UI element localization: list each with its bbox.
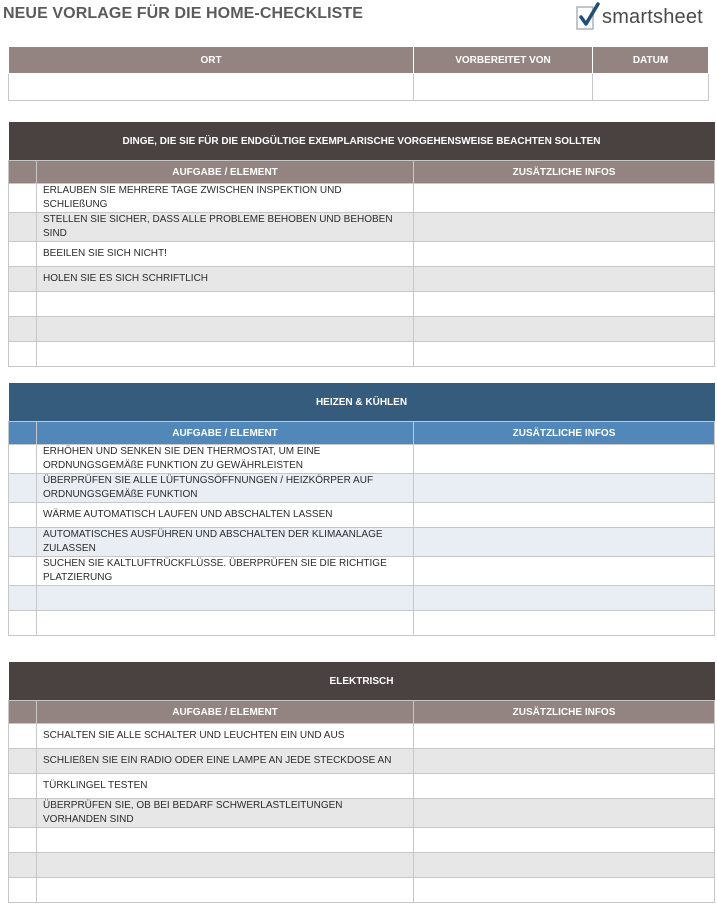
table-row [9,528,715,557]
check-cell[interactable] [9,342,37,367]
task-cell[interactable]: TÜRKLINGEL TESTEN [37,774,414,799]
section-title: HEIZEN & KÜHLEN [9,383,715,422]
task-cell[interactable]: BEEILEN SIE SICH NICHT! [37,242,414,267]
check-cell[interactable] [9,292,37,317]
table-row [9,828,715,853]
section-title: ELEKTRISCH [9,662,715,701]
info-table [8,46,709,101]
info-cell[interactable] [414,342,715,367]
task-cell[interactable] [37,342,414,367]
check-cell[interactable] [9,799,37,828]
smartsheet-logo [576,2,716,34]
date-field[interactable] [593,74,709,101]
info-cell[interactable] [414,317,715,342]
info-header: ZUSÄTZLICHE INFOS [414,161,715,184]
task-header: AUFGABE / ELEMENT [37,422,414,445]
info-cell[interactable] [414,503,715,528]
task-cell[interactable]: ÜBERPRÜFEN SIE ALLE LÜFTUNGSÖFFNUNGEN / HEIZKÖRPER AUF ORDNUNGSGEMÄßE FUNKTION [37,474,414,503]
info-cell[interactable] [414,213,715,242]
table-row [9,557,715,586]
number-header [9,422,37,445]
info-cell[interactable] [414,184,715,213]
task-cell[interactable] [37,611,414,636]
info-header: ZUSÄTZLICHE INFOS [414,422,715,445]
table-row [9,342,715,367]
info-cell[interactable] [414,799,715,828]
section-heating-cooling [8,383,715,636]
info-cell[interactable] [414,557,715,586]
task-cell[interactable]: HOLEN SIE ES SICH SCHRIFTLICH [37,267,414,292]
task-cell[interactable]: ERHÖHEN UND SENKEN SIE DEN THERMOSTAT, UM EINE ORDNUNGSGEMÄßE FUNKTION ZU GEWÄHRLEISTEN [37,445,414,474]
check-cell[interactable] [9,878,37,903]
info-cell[interactable] [414,586,715,611]
table-row [9,749,715,774]
info-cell[interactable] [414,292,715,317]
table-row [9,774,715,799]
check-cell[interactable] [9,528,37,557]
task-cell[interactable] [37,853,414,878]
check-cell[interactable] [9,828,37,853]
check-cell[interactable] [9,724,37,749]
check-cell[interactable] [9,213,37,242]
checkmark-logo-icon [576,2,602,32]
location-header: ORT [9,47,414,74]
info-cell[interactable] [414,749,715,774]
task-cell[interactable]: AUTOMATISCHES AUSFÜHREN UND ABSCHALTEN DER KLIMAANLAGE ZULASSEN [37,528,414,557]
check-cell[interactable] [9,267,37,292]
prepared-by-header: VORBEREITET VON [414,47,593,74]
task-cell[interactable] [37,292,414,317]
table-row [9,213,715,242]
table-row [9,878,715,903]
task-cell[interactable]: WÄRME AUTOMATISCH LAUFEN UND ABSCHALTEN LASSEN [37,503,414,528]
info-cell[interactable] [414,724,715,749]
task-cell[interactable]: ÜBERPRÜFEN SIE, OB BEI BEDARF SCHWERLASTLEITUNGEN VORHANDEN SIND [37,799,414,828]
section-title: DINGE, DIE SIE FÜR DIE ENDGÜLTIGE EXEMPLARISCHE VORGEHENSWEISE BEACHTEN SOLLTEN [9,122,715,161]
table-row [9,586,715,611]
prepared-by-field[interactable] [414,74,593,101]
table-row [9,503,715,528]
info-cell[interactable] [414,474,715,503]
table-row [9,799,715,828]
task-cell[interactable] [37,317,414,342]
check-cell[interactable] [9,749,37,774]
task-header: AUFGABE / ELEMENT [37,161,414,184]
logo-text: smartsheet [602,6,703,28]
check-cell[interactable] [9,184,37,213]
info-cell[interactable] [414,242,715,267]
task-cell[interactable]: SCHLIEßEN SIE EIN RADIO ODER EINE LAMPE AN JEDE STECKDOSE AN [37,749,414,774]
info-cell[interactable] [414,267,715,292]
check-cell[interactable] [9,474,37,503]
check-cell[interactable] [9,774,37,799]
table-row [9,184,715,213]
section-electrical [8,662,715,903]
page-title: NEUE VORLAGE FÜR DIE HOME-CHECKLISTE [3,5,364,22]
table-row [9,474,715,503]
table-row [9,317,715,342]
table-row [9,853,715,878]
task-header: AUFGABE / ELEMENT [37,701,414,724]
check-cell[interactable] [9,557,37,586]
info-cell[interactable] [414,853,715,878]
info-cell[interactable] [414,774,715,799]
info-cell[interactable] [414,878,715,903]
check-cell[interactable] [9,445,37,474]
section-final-walkthrough [8,122,715,367]
task-cell[interactable]: STELLEN SIE SICHER, DASS ALLE PROBLEME BEHOBEN UND BEHOBEN SIND [37,213,414,242]
info-cell[interactable] [414,828,715,853]
check-cell[interactable] [9,503,37,528]
date-header: DATUM [593,47,709,74]
task-cell[interactable]: SCHALTEN SIE ALLE SCHALTER UND LEUCHTEN EIN UND AUS [37,724,414,749]
task-cell[interactable]: SUCHEN SIE KALTLUFTRÜCKFLÜSSE. ÜBERPRÜFEN SIE DIE RICHTIGE PLATZIERUNG [37,557,414,586]
number-header [9,161,37,184]
info-header: ZUSÄTZLICHE INFOS [414,701,715,724]
table-row [9,611,715,636]
info-cell[interactable] [414,528,715,557]
task-cell[interactable] [37,878,414,903]
check-cell[interactable] [9,317,37,342]
task-cell[interactable] [37,828,414,853]
table-row [9,724,715,749]
table-row [9,292,715,317]
check-cell[interactable] [9,611,37,636]
info-cell[interactable] [414,445,715,474]
info-cell[interactable] [414,611,715,636]
table-row [9,445,715,474]
check-cell[interactable] [9,586,37,611]
task-cell[interactable]: ERLAUBEN SIE MEHRERE TAGE ZWISCHEN INSPEKTION UND SCHLIEßUNG [37,184,414,213]
task-cell[interactable] [37,586,414,611]
check-cell[interactable] [9,242,37,267]
number-header [9,701,37,724]
check-cell[interactable] [9,853,37,878]
table-row [9,242,715,267]
location-field[interactable] [9,74,414,101]
table-row [9,267,715,292]
